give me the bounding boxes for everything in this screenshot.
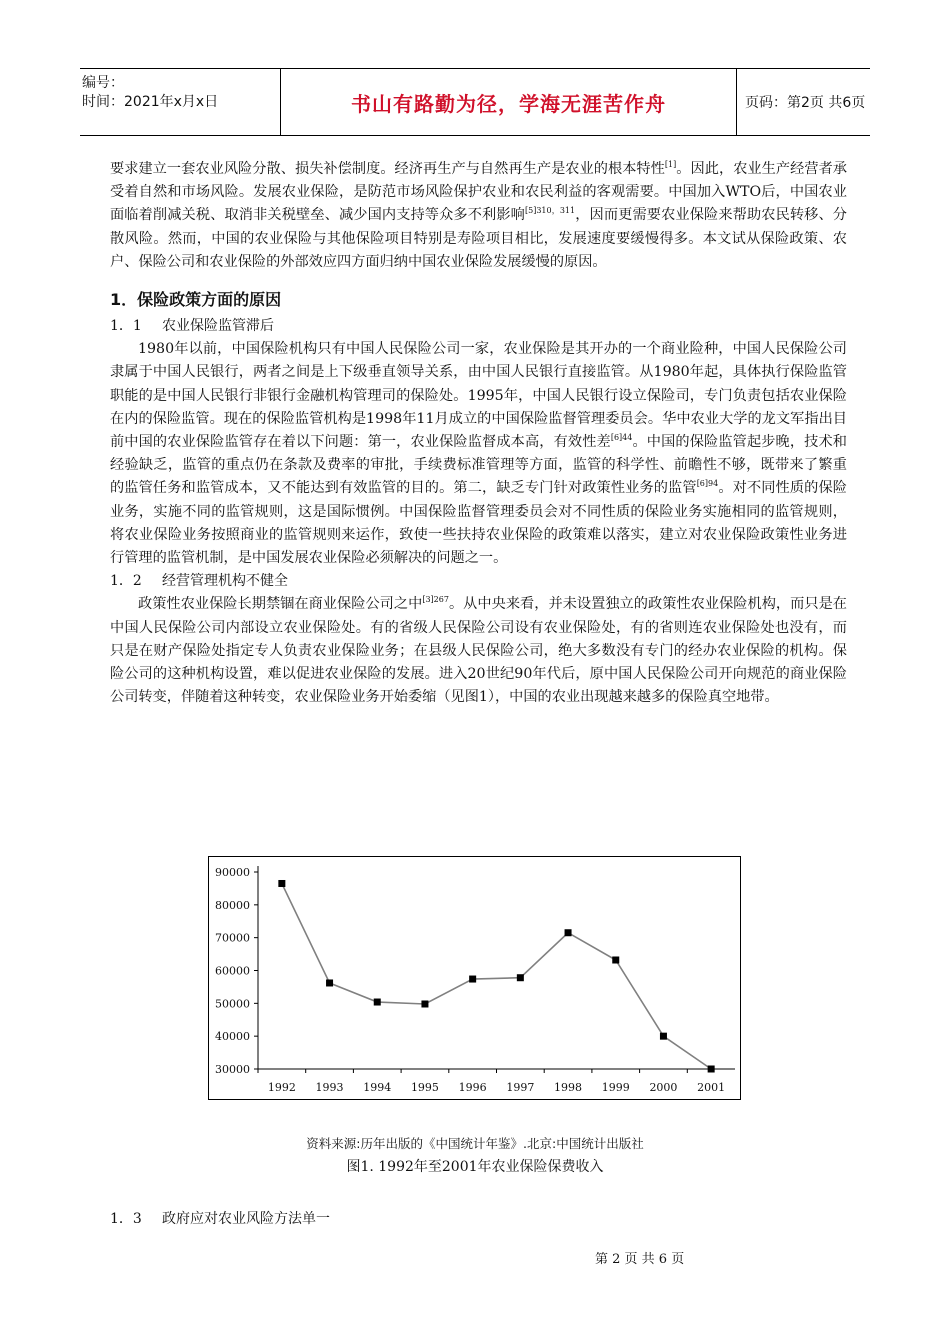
x-tick-label: 1993	[315, 1081, 344, 1094]
citation: [3]267	[422, 595, 449, 605]
data-point	[374, 999, 381, 1006]
y-tick-label: 90000	[215, 866, 250, 879]
figure-caption: 图1. 1992年至2001年农业保险保费收入	[346, 1159, 604, 1175]
premium-income-chart	[208, 856, 741, 1100]
x-tick-label: 2000	[649, 1081, 678, 1094]
y-tick-label: 50000	[215, 997, 250, 1011]
x-tick-label: 1995	[410, 1081, 439, 1094]
citation: [6]94	[696, 479, 719, 489]
header-page-info: 页码：第2页 共6页	[745, 95, 866, 111]
header-time: 时间：2021年x月x日	[82, 94, 219, 110]
data-point	[469, 976, 476, 983]
subsection-number: 1．2	[110, 573, 142, 590]
page-header	[80, 68, 870, 136]
document-body	[110, 158, 847, 709]
paragraph-text: 政策性农业保险长期禁锢在商业保险公司之中	[138, 596, 423, 613]
citation: [5]310，311	[524, 206, 576, 216]
intro-paragraph	[110, 158, 847, 274]
y-tick-label: 80000	[215, 898, 250, 912]
subsection-title: 经营管理机构不健全	[162, 573, 288, 590]
paragraph-text: 。对不同性质的保险业务，实施不同的监管规则，这是国际惯例。中国保险监督管理委员会对不同性质的保险业务实施相同的监管规则，将农业保险业务按照商业的监管规则来运作，致使一些扶持农业保险的政策难以落实，建立对农业保险政策性业务进行管理的监管机制，是中国发展农业保险必须解决的问题之一。	[110, 480, 847, 567]
y-tick-label: 30000	[215, 1063, 250, 1076]
y-tick-label: 40000	[215, 1030, 250, 1044]
intro-text-2: 。因此，农业生产经营者承受着自然和市场风险。发展农业保险，是防范市场风险保护农业和农民利益的客观需要。中国加入WTO后，中国农业面临着削减关税、取消非关税壁垒、减少国内支持等众多不利影响	[110, 161, 847, 224]
data-point	[278, 880, 285, 887]
header-meta	[80, 69, 282, 140]
figure-source: 资料来源:历年出版的《中国统计年鉴》.北京:中国统计出版社	[306, 1136, 644, 1151]
header-motto-cell	[280, 69, 737, 135]
header-number: 编号：	[82, 75, 124, 91]
paragraph-text: 。从中央来看，并未设置独立的政策性农业保险机构，而只是在中国人民保险公司内部设立农业保险处。有的省级人民保险公司设有农业保险处，有的省则连农业保险处也没有，而只是在财产保险处指定专人负责农业保险业务；在县级人民保险公司，绝大多数没有专门的经办农业保险的机构。保险公司的这种机构设置，难以促进农业保险的发展。进入20世纪90年代后，原中国人民保险公司开向规范的商业保险公司转变，伴随着这种转变，农业保险业务开始委缩（见图1），中国的农业出现越来越多的保险真空地带。	[110, 596, 847, 706]
subsection-title: 政府应对农业风险方法单一	[162, 1211, 330, 1227]
subsection-number: 1．1	[110, 318, 142, 335]
x-tick-label: 1998	[554, 1081, 583, 1094]
data-point	[326, 979, 333, 986]
page-footer: 第 2 页 共 6 页	[595, 1252, 685, 1267]
x-tick-label: 1996	[458, 1081, 487, 1094]
paragraph-text: 1980年以前，中国保险机构只有中国人民保险公司一家，农业保险是其开办的一个商业险种，中国人民保险公司隶属于中国人民银行，两者之间是上下级垂直领导关系，由中国人民银行直接监管。从1980年起，具体执行保险监管职能的是中国人民银行非银行金融机构管理司的保险处。1995年，中国人民银行设立保险司，专门负责包括农业保险在内的保险监管。现在的保险监管机构是1998年11月成立的中国保险监督管理委员会。华中农业大学的龙文军指出目前中国的农业保险监管存在着以下问题：第一，农业保险监督成本高，有效性差	[110, 341, 847, 451]
data-point	[421, 1000, 428, 1007]
data-point	[565, 929, 572, 936]
y-tick-label: 60000	[215, 964, 250, 978]
subsection-title: 农业保险监管滞后	[162, 318, 274, 335]
section-1-heading: 1．保险政策方面的原因	[110, 290, 282, 310]
data-point	[612, 956, 619, 963]
subsection-1-2-paragraph	[110, 593, 847, 709]
subsection-1-1-heading	[110, 315, 847, 338]
x-tick-label: 1994	[363, 1081, 392, 1094]
data-point	[517, 974, 524, 981]
citation: [6]44	[610, 433, 633, 443]
x-tick-label: 2001	[697, 1081, 726, 1094]
subsection-1-2-heading	[110, 570, 847, 593]
x-tick-label: 1997	[506, 1081, 535, 1094]
subsection-number: 1．3	[110, 1211, 142, 1227]
header-motto: 书山有路勤为径，学海无涯苦作舟	[351, 91, 666, 116]
subsection-1-3-heading	[110, 1208, 330, 1228]
citation: [1]	[664, 160, 677, 169]
data-point	[708, 1066, 715, 1073]
intro-text-1: 要求建立一套农业风险分散、损失补偿制度。经济再生产与自然再生产是农业的根本特性	[110, 161, 665, 177]
paragraph-text: 。中国的保险监管起步晚，技术和经验缺乏，监管的重点仍在条款及费率的审批，手续费标准管理等方面，监管的科学性、前瞻性不够，既带来了繁重的监管任务和监管成本，又不能达到有效监管的目的。第二，缺乏专门针对政策性业务的监管	[110, 434, 847, 497]
y-tick-label: 70000	[215, 931, 250, 945]
x-tick-label: 1999	[601, 1081, 630, 1094]
subsection-1-1-paragraph	[110, 338, 847, 570]
x-tick-label: 1992	[267, 1081, 296, 1094]
intro-text-3: ，因而更需要农业保险来帮助农民转移、分散风险。然而，中国的农业保险与其他保险项目特别是寿险项目相比，发展速度要缓慢得多。本文试从保险政策、农户、保险公司和农业保险的外部效应四方面归纳中国农业保险发展缓慢的原因。	[110, 207, 847, 270]
data-point	[660, 1033, 667, 1040]
